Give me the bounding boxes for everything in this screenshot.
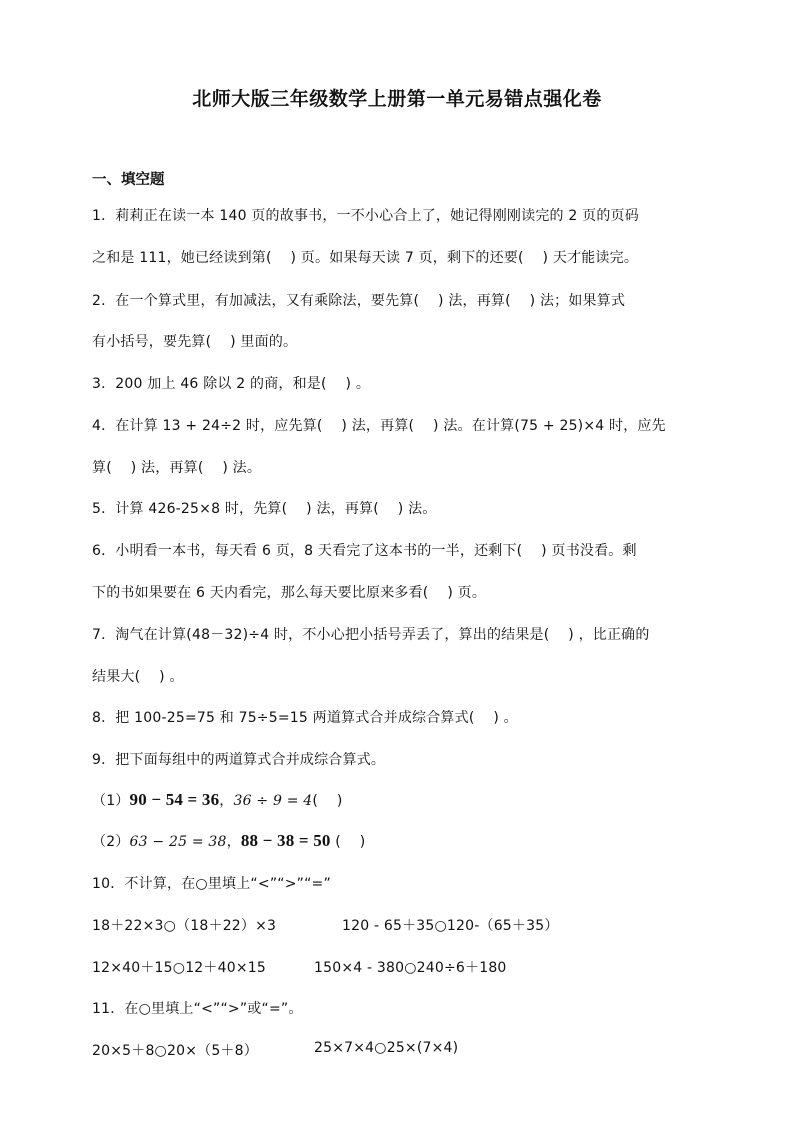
q10-item: 18＋22×3○（18＋22）×3 <box>92 918 277 934</box>
question-line: 9．把下面每组中的两道算式合并成综合算式。 <box>92 752 386 768</box>
question-line: 有小括号，要先算( ) 里面的。 <box>92 334 298 350</box>
q9-part2-label: （2） <box>92 834 130 850</box>
question-line: 1．莉莉正在读一本 140 页的故事书，一不小心合上了，她记得刚刚读完的 2 页的页码 <box>92 208 639 224</box>
q11-stem: 11．在○里填上“<”“>”或“=”。 <box>92 1001 303 1017</box>
q9-part1 <box>92 790 343 810</box>
q10-item: 12×40＋15○12＋40×15 <box>92 960 266 976</box>
section-heading: 一、填空题 <box>92 172 165 188</box>
q9-part2-separator: ， <box>226 834 241 850</box>
question-line: 之和是 111，她已经读到第( ) 页。如果每天读 7 页，剩下的还要( ) 天才能读完。 <box>92 250 639 266</box>
question-line: 3．200 加上 46 除以 2 的商，和是( ) 。 <box>92 376 371 392</box>
q10-item: 150×4 - 380○240÷6＋180 <box>314 960 507 976</box>
q11-item: 25×7×4○25×(7×4) <box>314 1040 459 1056</box>
question-line: 6．小明看一本书，每天看 6 页，8 天看完了这本书的一半，还剩下( ) 页书没看。剩 <box>92 543 637 559</box>
q9-part2-blank: ( ) <box>330 834 366 850</box>
q9-part1-separator: ， <box>219 793 234 809</box>
q10-item: 120 - 65＋35○120-（65＋35） <box>342 918 559 934</box>
q9-part2 <box>92 831 365 851</box>
question-line: 4．在计算 13 + 24÷2 时，应先算( ) 法，再算( ) 法。在计算(75 + 25)×4 时，应先 <box>92 418 666 434</box>
question-line: 7．淘气在计算(48－32)÷4 时，不小心把小括号弄丢了，算出的结果是( ) ，比正确的 <box>92 627 650 643</box>
q9-part1-equation1: 90 − 54 = 36 <box>129 790 220 809</box>
question-line: 下的书如果要在 6 天内看完，那么每天要比原来多看( ) 页。 <box>92 585 487 601</box>
q9-part1-blank: ( ) <box>312 793 343 809</box>
q9-part1-equation2: 36 ÷ 9 = 4 <box>233 793 313 809</box>
q10-stem: 10．不计算，在○里填上“<”“>”“=” <box>92 876 331 892</box>
q9-part1-label: （1） <box>92 793 130 809</box>
page-title: 北师大版三年级数学上册第一单元易错点强化卷 <box>192 88 602 110</box>
question-line: 算( ) 法，再算( ) 法。 <box>92 460 262 476</box>
question-line: 8．把 100-25=75 和 75÷5=15 两道算式合并成综合算式( ) 。 <box>92 710 518 726</box>
q11-item: 20×5＋8○20×（5＋8） <box>92 1043 258 1059</box>
question-line: 2．在一个算式里，有加减法，又有乘除法，要先算( ) 法，再算( ) 法；如果算式 <box>92 293 626 309</box>
q9-part2-equation1: 63 − 25 = 38 <box>129 834 227 850</box>
q9-part2-equation2: 88 − 38 = 50 <box>240 831 331 850</box>
question-line: 结果大( ) 。 <box>92 669 184 685</box>
question-line: 5．计算 426-25×8 时，先算( ) 法，再算( ) 法。 <box>92 501 437 517</box>
